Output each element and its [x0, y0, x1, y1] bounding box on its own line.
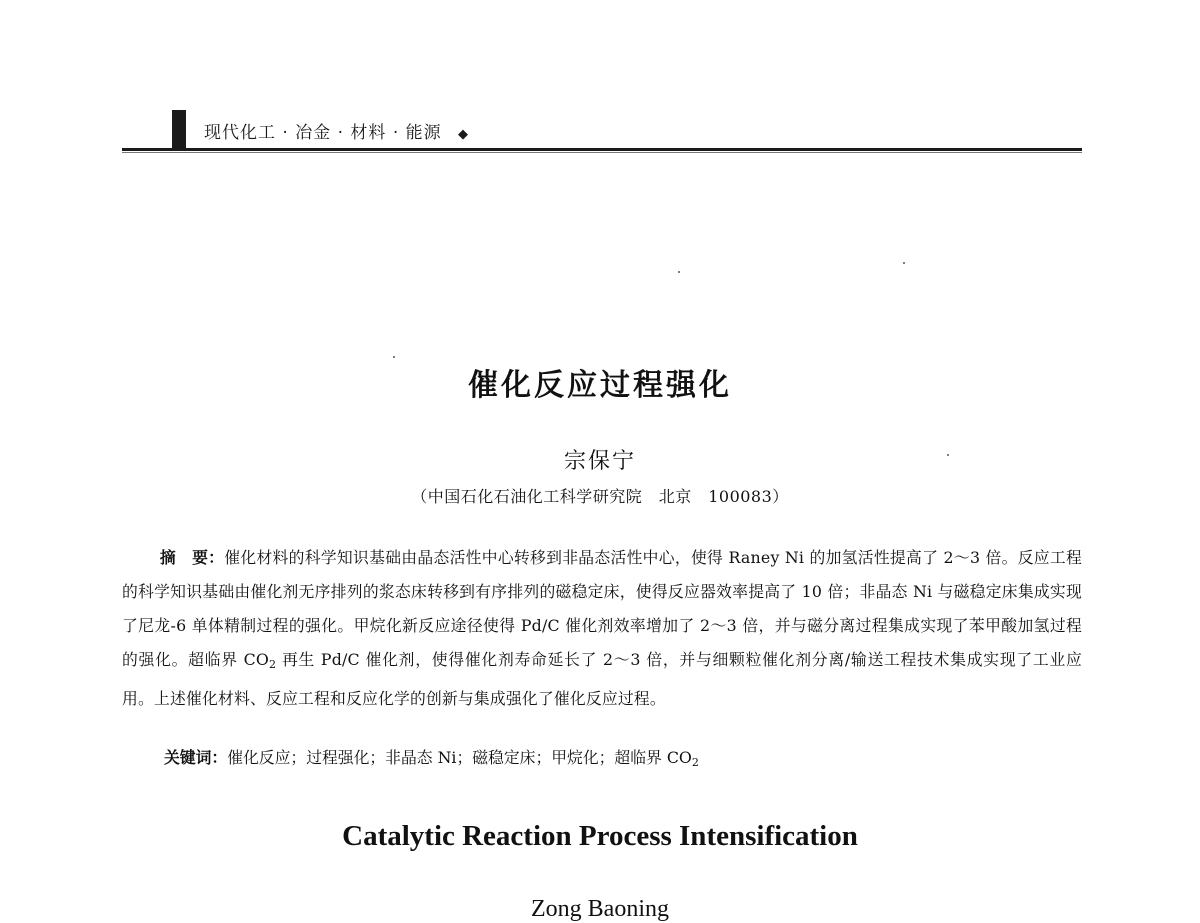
diamond-icon: ◆ — [458, 127, 470, 142]
author-name-cn: 宗保宁 — [563, 449, 636, 474]
keywords-label: 关键词： — [164, 748, 228, 767]
scan-speck — [678, 271, 680, 273]
running-head — [204, 118, 469, 143]
header-marker-bar — [172, 110, 186, 148]
scan-speck — [393, 356, 395, 358]
abstract-subscript: 2 — [269, 657, 277, 671]
author-name-en: Zong Baoning — [531, 896, 669, 922]
header-rule — [122, 148, 1082, 151]
paper-title-cn: 催化反应过程强化 — [468, 368, 732, 403]
affiliation-cn: （中国石化石油化工科学研究院 北京 100083） — [411, 487, 789, 506]
abstract-label: 摘 要： — [159, 548, 225, 567]
abstract-text: 催化材料的科学知识基础由晶态活性中心转移到非晶态活性中心，使得 Raney Ni 的加氢活性提高了 2～3 倍。反应工程的科学知识基础由催化剂无序排列的浆态床转移到有序排列的磁稳定床，使得反应器效率提高了 10 倍；非晶态 Ni 与磁稳定床集成实现了尼龙-6 单体精制过程的强化。甲烷化新反应途径使得 Pd/C 催化剂效率增加了 2～3 倍，并与磁分离过程集成实现了苯甲酸加氢过程的强化。超临界 CO — [122, 548, 1082, 669]
header-rule-thin — [122, 152, 1082, 153]
keywords-cn — [164, 745, 1082, 769]
running-head-text: 现代化工 · 冶金 · 材料 · 能源 — [204, 123, 442, 143]
keywords-text: 催化反应；过程强化；非晶态 Ni；磁稳定床；甲烷化；超临界 CO — [227, 748, 692, 767]
abstract-text-continued: 再生 Pd/C 催化剂，使得催化剂寿命延长了 2～3 倍，并与细颗粒催化剂分离/输送工程技术集成实现了工业应用。上述催化材料、反应工程和反应化学的创新与集成强化了催化反应过程。 — [122, 650, 1082, 708]
paper-title-en: Catalytic Reaction Process Intensification — [342, 820, 858, 852]
scan-speck — [903, 262, 905, 264]
keywords-subscript: 2 — [691, 755, 699, 769]
abstract-cn — [122, 541, 1082, 716]
